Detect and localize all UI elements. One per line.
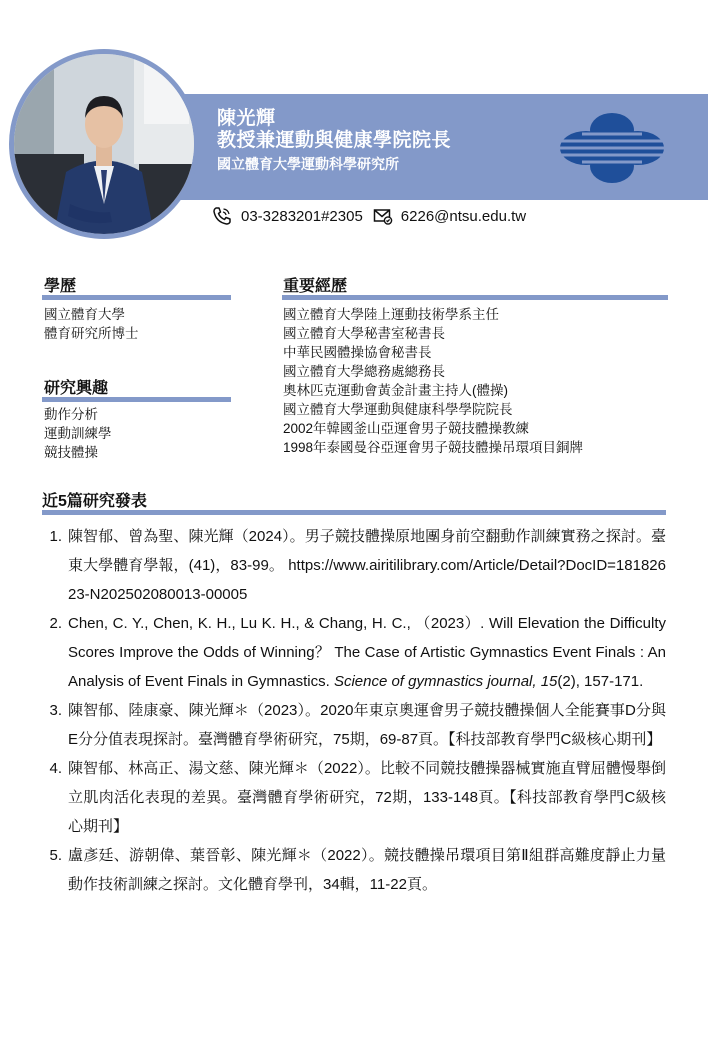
experience-heading: 重要經歷 xyxy=(283,278,348,295)
publication-text: 陳智郁、曾為聖、陳光輝（2024）。男子競技體操原地團身前空翻動作訓練實務之探討。臺東大學體育學報，(41)，83-99。 xyxy=(68,528,666,574)
experience-item: 2002年韓國釜山亞運會男子競技體操教練 xyxy=(283,421,530,436)
university-logo xyxy=(552,110,672,186)
interest-item: 運動訓練學 xyxy=(44,426,112,441)
publication-number: 3. xyxy=(49,702,62,719)
publication-text: 盧彥廷、游朝偉、葉晉彰、陳光輝＊（2022）。競技體操吊環項目第Ⅱ組群高難度靜止力量動作技術訓練之探討。文化體育學刊，34輯，11-22頁。 xyxy=(68,847,666,893)
publication-url[interactable]: https://www.airitilibrary.com/Article/Detail?DocID=18182623-N202502080013-00005 xyxy=(68,557,666,603)
name-block xyxy=(217,108,451,174)
education-item: 體育研究所博士 xyxy=(44,326,139,341)
education-list xyxy=(44,305,139,343)
publication-item xyxy=(32,754,666,841)
interests-list xyxy=(44,405,112,462)
publication-journal: Science of gymnastics journal, 15 xyxy=(333,673,558,690)
publication-number: 5. xyxy=(49,847,62,864)
experience-item: 奧林匹克運動會黃金計畫主持人(體操) xyxy=(283,383,508,398)
publication-item xyxy=(32,841,666,899)
person-name: 陳光輝 xyxy=(217,108,276,129)
phone-number[interactable]: 03-3283201#2305 xyxy=(241,207,363,225)
publication-number: 2. xyxy=(49,615,62,632)
publication-text: Chen, C. Y., Chen, K. H., Lu K. H., & Chang, H. C., （2023）. Will Elevation the Difficulty Scores Improve the Odds of Winning？ The Case of Artistic Gymnastics Event Finals : An Analysis of Event Finals in Gymnastics. xyxy=(68,615,666,690)
publication-text: 陳智郁、陸康豪、陳光輝＊（2023）。2020年東京奧運會男子競技體操個人全能賽事D分與E分分值表現探討。臺灣體育學術研究，75期，69-87頁。【科技部教育學門C級核心期刊】 xyxy=(68,702,666,748)
publication-list xyxy=(32,522,666,899)
experience-item: 國立體育大學陸上運動技術學系主任 xyxy=(283,307,499,322)
education-heading: 學歷 xyxy=(44,278,77,295)
experience-underline xyxy=(282,295,668,300)
profile-photo xyxy=(14,54,194,234)
publication-item xyxy=(32,609,666,696)
publication-item xyxy=(32,696,666,754)
interests-heading: 研究興趣 xyxy=(44,380,109,397)
publication-number: 1. xyxy=(49,528,62,545)
publications-underline xyxy=(42,510,666,515)
publications-heading: 近5篇研究發表 xyxy=(42,493,147,510)
experience-item: 1998年泰國曼谷亞運會男子競技體操吊環項目銅牌 xyxy=(283,440,584,455)
experience-item: 國立體育大學秘書室秘書長 xyxy=(283,326,445,341)
education-item: 國立體育大學 xyxy=(44,307,125,322)
interests-underline xyxy=(42,397,231,402)
education-underline xyxy=(42,295,231,300)
interest-item: 動作分析 xyxy=(44,407,98,422)
publication-issue: (2), 157-171. xyxy=(557,673,644,690)
contact-row xyxy=(212,205,526,227)
experience-item: 中華民國體操協會秘書長 xyxy=(283,345,432,360)
phone-icon xyxy=(212,206,232,226)
email-icon xyxy=(373,206,393,226)
experience-item: 國立體育大學總務處總務長 xyxy=(283,364,445,379)
email-address[interactable]: 6226@ntsu.edu.tw xyxy=(400,207,527,225)
publication-number: 4. xyxy=(49,760,62,777)
publication-text: 陳智郁、林高正、湯文慈、陳光輝＊（2022）。比較不同競技體操器械實施直臂屈體慢舉倒立肌肉活化表現的差異。臺灣體育學術研究，72期，133-148頁。【科技部教育學門C級核心期刊】 xyxy=(68,760,666,835)
interest-item: 競技體操 xyxy=(44,445,98,460)
person-department: 國立體育大學運動科學研究所 xyxy=(217,156,399,172)
publication-item xyxy=(32,522,666,609)
experience-item: 國立體育大學運動與健康科學學院院長 xyxy=(283,402,513,417)
person-title: 教授兼運動與健康學院院長 xyxy=(217,130,452,151)
experience-list xyxy=(283,305,583,457)
